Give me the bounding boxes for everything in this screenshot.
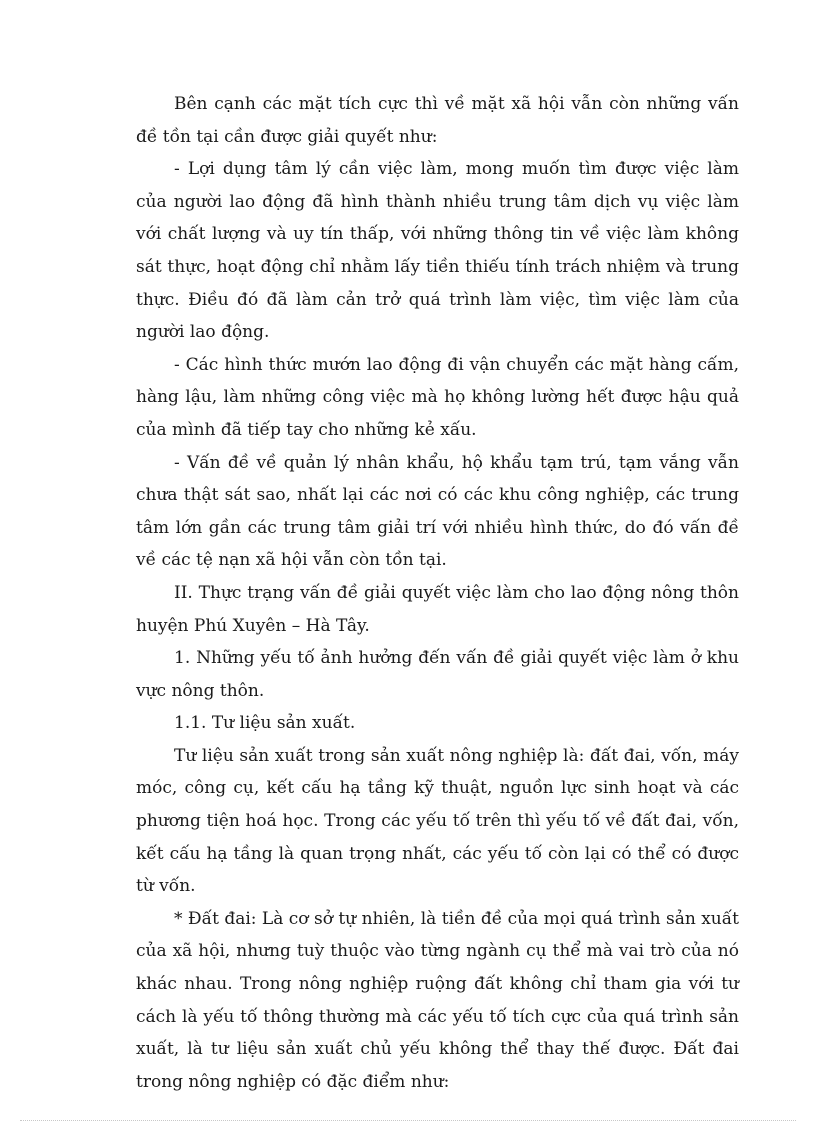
page-bottom-divider [20,1120,796,1121]
paragraph-social-issues-intro: Bên cạnh các mặt tích cực thì về mặt xã hội vẫn còn những vấn đề tồn tại cần được giải quyết như: [136,94,739,147]
paragraph-means-of-production: Tư liệu sản xuất trong sản xuất nông nghiệp là: đất đai, vốn, máy móc, công cụ, kết cấu hạ tầng kỹ thuật, nguồn lực sinh hoạt và các phương tiện hoá học. Trong các yếu tố trên thì yếu tố về đất đai, vốn, kết cấu hạ tầng là quan trọng nhất, các yếu tố còn lại có thể có được từ vốn. [136,745,739,897]
heading-section-ii: II. Thực trạng vấn đề giải quyết việc làm cho lao động nông thôn huyện Phú Xuyên – Hà Tây. [136,582,739,636]
paragraph-hired-labor: - Các hình thức mướn lao động đi vận chuyển các mặt hàng cấm, hàng lậu, làm những công việc mà họ không lường hết được hậu quả của mình đã tiếp tay cho những kẻ xấu. [136,354,739,440]
document-body [136,88,739,1098]
paragraph-residence-management: - Vấn đề về quản lý nhân khẩu, hộ khẩu tạm trú, tạm vắng vẫn chưa thật sát sao, nhất lại các nơi có các khu công nghiệp, các trung tâm lớn gần các trung tâm giải trí với nhiều hình thức, do đó vấn đề về các tệ nạn xã hội vẫn còn tồn tại. [136,452,739,571]
paragraph-job-centers: - Lợi dụng tâm lý cần việc làm, mong muốn tìm được việc làm của người lao động đã hình thành nhiều trung tâm dịch vụ việc làm với chất lượng và uy tín thấp, với những thông tin về việc làm không sát thực, hoạt động chỉ nhằm lấy tiền thiếu tính trách nhiệm và trung thực. Điều đó đã làm cản trở quá trình làm việc, tìm việc làm của người lao động. [136,159,739,343]
heading-section-1-1: 1.1. Tư liệu sản xuất. [174,713,356,734]
paragraph-land: * Đất đai: Là cơ sở tự nhiên, là tiền đề của mọi quá trình sản xuất của xã hội, nhưng tuỳ thuộc vào từng ngành cụ thể mà vai trò của nó khác nhau. Trong nông nghiệp ruộng đất không chỉ tham gia với tư cách là yếu tố thông thường mà các yếu tố tích cực của quá trình sản xuất, là tư liệu sản xuất chủ yếu không thể thay thế được. Đất đai trong nông nghiệp có đặc điểm như: [136,908,739,1092]
heading-section-1: 1. Những yếu tố ảnh hưởng đến vấn đề giải quyết việc làm ở khu vực nông thôn. [136,648,739,701]
